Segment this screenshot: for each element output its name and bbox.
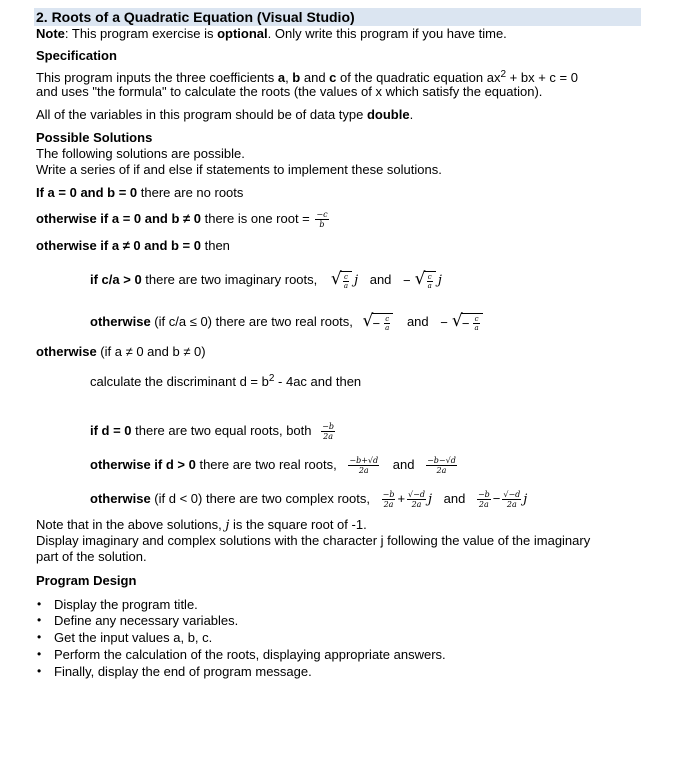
list-item: Get the input values a, b, c. [54, 630, 213, 645]
notes-j: j [225, 518, 230, 533]
sqrt-sign-icon: √ [362, 311, 374, 331]
case-9-cond: otherwise if d > 0 [90, 456, 196, 472]
frac-den: a [427, 282, 432, 291]
case-6-cond: otherwise [36, 344, 97, 359]
spec-text-b: of the quadratic equation ax [336, 70, 501, 85]
note-text-a: : This program exercise is [64, 26, 218, 41]
frac-den: 2a [383, 500, 394, 509]
case-1-cond: If a = 0 and b = 0 [36, 185, 138, 200]
frac-c-over-a [343, 273, 349, 290]
note-text-b: . Only write this program if you have time. [267, 26, 507, 41]
case-8 [90, 422, 337, 441]
notes-line-3: part of the solution. [36, 549, 147, 564]
list-item: Perform the calculation of the roots, displaying appropriate answers. [54, 647, 446, 662]
sqrt-sign-icon: √ [451, 311, 463, 331]
frac-num: −b−√d [427, 456, 456, 465]
possible-line-2: Write a series of if and else if statements to implement these solutions. [36, 162, 442, 177]
minus-sign: − [461, 315, 470, 331]
frac-c-over-a [427, 273, 433, 290]
frac-neg-b-over-2a [477, 490, 491, 509]
case-5 [90, 313, 485, 332]
and-text: and [443, 490, 466, 506]
list-item: Finally, display the end of program message. [54, 664, 312, 679]
frac-num: c [385, 315, 390, 324]
case-1-text: there are no roots [137, 185, 244, 200]
case-4 [90, 271, 442, 290]
spec-sep: , [285, 70, 293, 85]
bullet-icon: • [37, 664, 42, 678]
minus-sign: − [403, 272, 411, 288]
case-5-text: (if c/a ≤ 0) there are two real roots, [150, 313, 353, 329]
notes-line-2: Display imaginary and complex solutions with the character j following the value of the imaginary [36, 533, 591, 548]
discriminant-text-2: - 4ac and then [274, 374, 362, 389]
sqrt-sign-icon: √ [330, 269, 342, 289]
design-heading: Program Design [36, 573, 137, 588]
frac-neg-b-over-2a [382, 490, 396, 509]
case-10-cond: otherwise [90, 490, 151, 506]
spec-b: b [292, 70, 301, 85]
case-3-cond: otherwise if a ≠ 0 and b = 0 [36, 238, 201, 253]
note-line [36, 26, 507, 42]
spec-and: and [300, 70, 330, 85]
spec-text-a: This program inputs the three coefficients [36, 70, 278, 85]
frac-root-plus [348, 456, 379, 475]
frac-num: c [427, 273, 432, 282]
possible-line-1: The following solutions are possible. [36, 146, 245, 161]
imag-j: j [437, 272, 442, 288]
frac-sqrt-neg-d-over-2a [407, 490, 426, 509]
frac-den: 2a [506, 500, 517, 509]
and-text: and [369, 271, 392, 287]
and-text: and [406, 313, 429, 329]
case-3 [36, 238, 230, 254]
page-title: 2. Roots of a Quadratic Equation (Visual Studio) [36, 9, 355, 25]
frac-num: √−d [408, 490, 425, 499]
minus-sign: − [492, 490, 501, 506]
plus-sign: + [397, 490, 406, 506]
and-text: and [392, 456, 415, 472]
note-bold: optional [217, 26, 268, 41]
minus-sign: − [372, 315, 381, 331]
case-3-text: then [201, 238, 230, 253]
frac-num: −b [477, 490, 490, 499]
spec-line3-text: All of the variables in this program should be of data type [36, 107, 367, 122]
notes-line-1 [36, 517, 367, 534]
frac-den: b [319, 220, 325, 229]
case-2-text: there is one root = [201, 210, 314, 226]
list-item: Define any necessary variables. [54, 613, 239, 628]
case-2 [36, 210, 331, 229]
sqrt-c-over-a [415, 271, 436, 290]
bullet-icon: • [37, 630, 42, 644]
frac-den: a [385, 324, 390, 333]
frac-root-minus [426, 456, 457, 475]
frac-num: √−d [503, 490, 521, 499]
frac-den: 2a [436, 466, 447, 475]
case-5-cond: otherwise [90, 313, 151, 329]
notes-text-a: Note that in the above solutions, [36, 517, 226, 532]
sqrt-c-over-a [331, 271, 352, 290]
notes-text-b: is the square root of -1. [229, 517, 367, 532]
sqrt-neg-c-over-a [363, 313, 394, 332]
discriminant-sq: 2 [268, 373, 275, 384]
frac-num: c [344, 273, 348, 282]
spec-a: a [277, 70, 286, 85]
frac-den: 2a [323, 432, 333, 441]
specification-heading: Specification [36, 48, 117, 63]
frac-sqrt-neg-d-over-2a [502, 490, 521, 509]
case-6-text: (if a ≠ 0 and b ≠ 0) [96, 344, 206, 359]
discriminant-text: calculate the discriminant d = b [90, 374, 269, 389]
minus-sign: − [440, 314, 448, 330]
imag-j: j [354, 272, 359, 288]
case-10 [90, 490, 527, 509]
spec-dtype: double [366, 107, 410, 122]
spec-line3-end: . [409, 107, 414, 122]
case-8-cond: if d = 0 [90, 422, 132, 438]
list-item: Display the program title. [54, 597, 198, 612]
case-9-text: there are two real roots, [195, 456, 337, 472]
frac-neg-b-over-2a [321, 422, 335, 441]
spec-sq: 2 [500, 69, 507, 80]
discriminant-line [90, 371, 361, 390]
frac-num: −b [382, 490, 395, 499]
spec-line-3 [36, 107, 413, 123]
frac-den: a [474, 324, 479, 333]
frac-den: 2a [411, 500, 422, 509]
spec-text-c: + bx + c = 0 [506, 70, 578, 85]
frac-neg-c-over-b [315, 210, 328, 229]
sqrt-neg-c-over-a [452, 313, 483, 332]
frac-num: c [474, 315, 479, 324]
case-2-cond: otherwise if a = 0 and b ≠ 0 [36, 210, 201, 226]
case-10-text: (if d < 0) there are two complex roots, [150, 490, 370, 506]
case-8-text: there are two equal roots, both [131, 422, 312, 438]
imag-j: j [523, 491, 528, 507]
frac-c-over-a [384, 315, 390, 332]
frac-den: 2a [478, 500, 489, 509]
bullet-icon: • [37, 613, 42, 627]
case-4-text: there are two imaginary roots, [141, 271, 318, 287]
case-1 [36, 185, 243, 201]
frac-c-over-a [473, 315, 479, 332]
frac-num: −b [322, 422, 334, 431]
frac-den: 2a [358, 466, 369, 475]
possible-heading: Possible Solutions [36, 130, 153, 145]
spec-c: c [329, 70, 337, 85]
frac-num: −b+√d [349, 456, 379, 465]
bullet-icon: • [37, 597, 42, 611]
spec-line-2: and uses "the formula" to calculate the roots (the values of x which satisfy the equation). [36, 84, 543, 99]
frac-num: −c [316, 210, 328, 219]
sqrt-sign-icon: √ [414, 269, 426, 289]
imag-j: j [427, 491, 432, 507]
case-4-cond: if c/a > 0 [90, 271, 142, 287]
bullet-icon: • [37, 647, 42, 661]
frac-den: a [343, 282, 349, 291]
note-label: Note [36, 26, 65, 41]
case-9 [90, 456, 459, 475]
case-6 [36, 344, 206, 360]
